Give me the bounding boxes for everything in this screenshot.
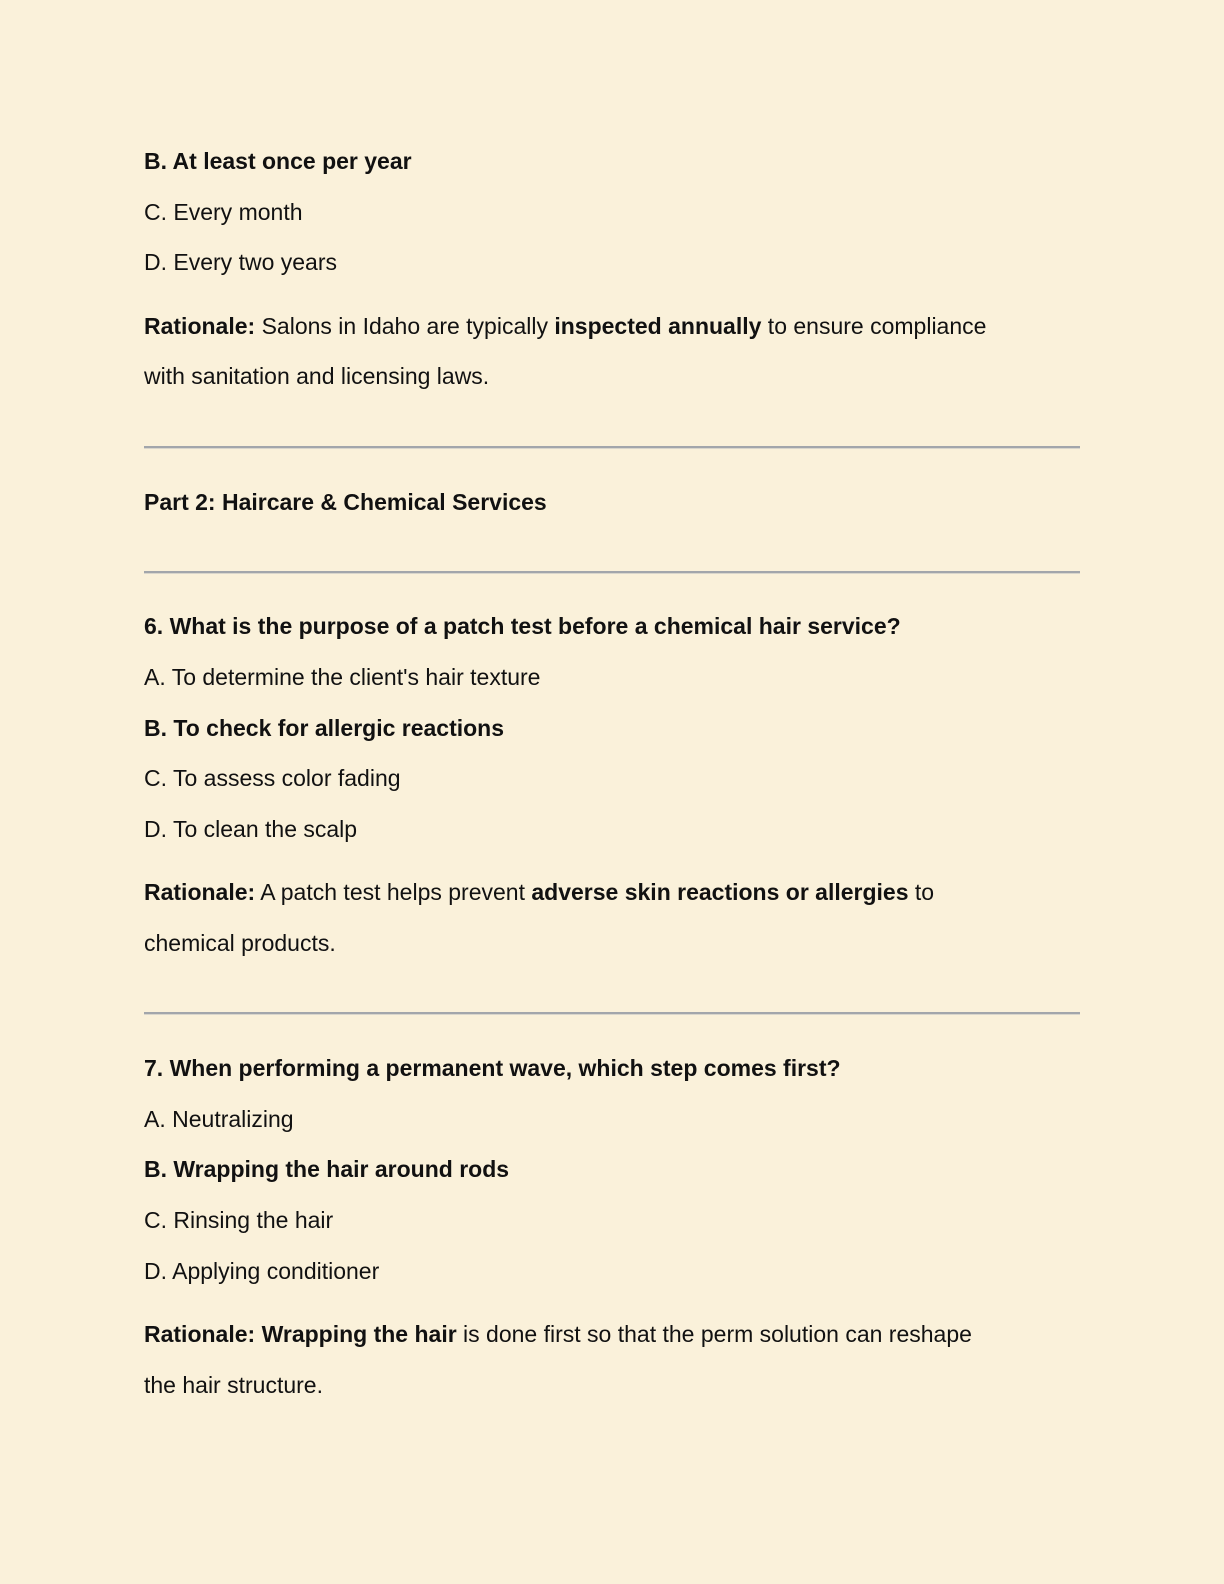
q5-option-b-correct: B. At least once per year (144, 148, 412, 174)
q5-option-d: D. Every two years (144, 249, 337, 275)
rationale-emphasis: adverse skin reactions or allergies (531, 879, 909, 905)
q6-option-d: D. To clean the scalp (144, 816, 358, 842)
q7-option-d: D. Applying conditioner (144, 1258, 380, 1284)
q6-rationale-line-2: chemical products. (144, 930, 336, 956)
q7-rationale-line-2: the hair structure. (144, 1372, 323, 1398)
section-divider (144, 446, 1080, 449)
rationale-label: Rationale: (144, 879, 256, 905)
q7-question: 7. When performing a permanent wave, which step comes first? (144, 1055, 841, 1081)
section-divider (144, 1012, 1080, 1015)
q6-option-c: C. To assess color fading (144, 765, 401, 791)
q6-option-b-correct: B. To check for allergic reactions (144, 715, 505, 741)
q7-option-a: A. Neutralizing (144, 1106, 294, 1132)
section-divider (144, 571, 1080, 574)
q6-rationale-line-1 (144, 877, 934, 907)
q6-question: 6. What is the purpose of a patch test before a chemical hair service? (144, 613, 901, 639)
q5-rationale-line-1 (144, 311, 986, 341)
q5-option-c: C. Every month (144, 199, 303, 225)
rationale-text: to ensure compliance (761, 313, 987, 339)
q6-option-a: A. To determine the client's hair texture (144, 664, 541, 690)
rationale-emphasis: Wrapping the hair (255, 1321, 457, 1347)
q5-rationale-line-2: with sanitation and licensing laws. (144, 363, 490, 389)
rationale-text: to (908, 879, 935, 905)
rationale-text: Salons in Idaho are typically (255, 313, 555, 339)
q7-option-c: C. Rinsing the hair (144, 1207, 334, 1233)
rationale-text: is done first so that the perm solution can reshape (456, 1321, 972, 1347)
rationale-text: A patch test helps prevent (255, 879, 532, 905)
section-title: Part 2: Haircare & Chemical Services (144, 489, 547, 515)
q7-option-b-correct: B. Wrapping the hair around rods (144, 1156, 510, 1182)
rationale-label: Rationale: (144, 313, 256, 339)
q7-rationale-line-1 (144, 1319, 972, 1349)
rationale-label: Rationale: (144, 1321, 256, 1347)
rationale-emphasis: inspected annually (554, 313, 762, 339)
